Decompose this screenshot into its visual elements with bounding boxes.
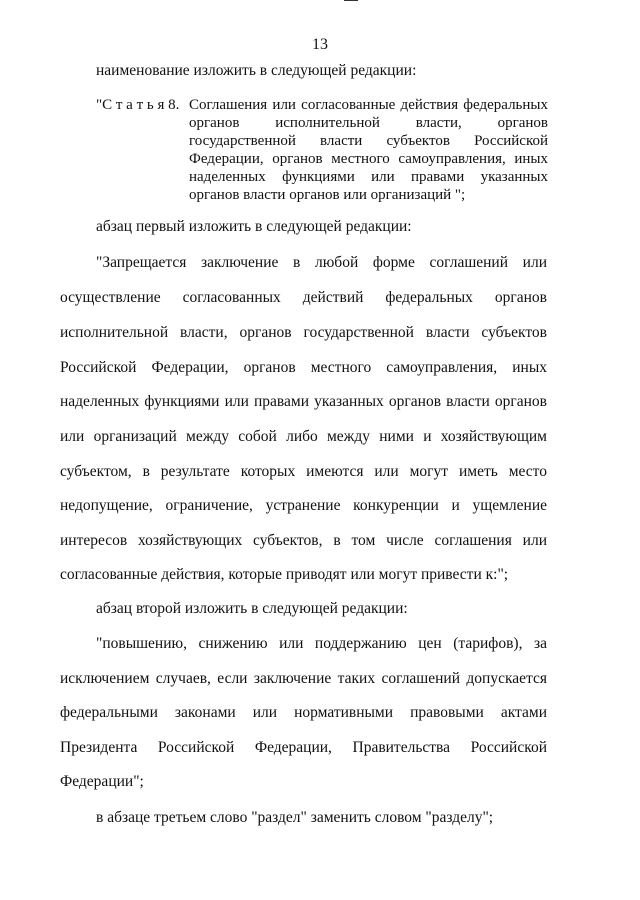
article-body (189, 96, 548, 204)
paragraph-line: недопущение, ограничение, устранение конкуренции и ущемление (60, 497, 547, 514)
paragraph-line: федеральными законами или нормативными правовыми актами (60, 704, 547, 721)
paragraph-line: "повышению, снижению или поддержанию цен (тарифов), за (96, 635, 547, 652)
article-line: органов исполнительной власти, органов (189, 115, 548, 131)
article-line: органов власти органов или организаций "; (189, 187, 466, 203)
paragraph-three: в абзаце третьем слово "раздел" заменить словом "разделу"; (96, 809, 494, 826)
article-line: Соглашения или согласованные действия федеральных (189, 97, 548, 113)
page-number: 13 (312, 36, 328, 53)
paragraph-line: Президента Российской Федерации, Правительства Российской (60, 739, 547, 756)
paragraph-line: исключением случаев, если заключение таких соглашений допускается (60, 670, 547, 687)
paragraph-line: наделенных функциями или правами указанных органов власти органов (60, 393, 547, 410)
article-line: государственной власти субъектов Российской (189, 133, 548, 149)
article-line: Федерации, органов местного самоуправления, иных (189, 151, 548, 167)
paragraph-line: Федерации"; (60, 773, 144, 790)
article-label: "С т а т ь я 8. (96, 97, 180, 113)
paragraph-line: или организаций между собой либо между ними и хозяйствующим (60, 428, 547, 445)
paragraph-line: "Запрещается заключение в любой форме соглашений или (96, 254, 547, 271)
paragraph-one-intro: абзац первый изложить в следующей редакции: (96, 218, 412, 235)
paragraph-line: субъектом, в результате которых имеются или могут иметь место (60, 463, 547, 480)
page-top-mark (344, 0, 358, 1)
article-line: наделенных функциями или правами указанных (189, 169, 548, 185)
intro-line: наименование изложить в следующей редакции: (96, 62, 417, 79)
paragraph-line: интересов хозяйствующих субъектов, в том числе соглашения или (60, 532, 547, 549)
paragraph-line: Российской Федерации, органов местного самоуправления, иных (60, 359, 547, 376)
paragraph-two-intro: абзац второй изложить в следующей редакции: (96, 600, 408, 617)
paragraph-line: осуществление согласованных действий федеральных органов (60, 289, 547, 306)
paragraph-line: исполнительной власти, органов государственной власти субъектов (60, 324, 547, 341)
paragraph-line: согласованные действия, которые приводят или могут привести к:"; (60, 566, 509, 583)
